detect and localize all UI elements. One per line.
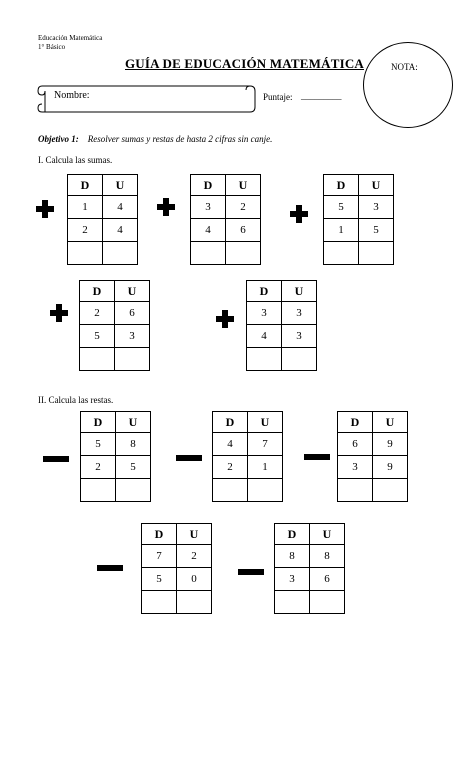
answer-cell[interactable]	[191, 242, 226, 265]
digit-cell: 3	[359, 196, 394, 219]
answer-cell[interactable]	[80, 348, 115, 371]
grade-circle	[363, 42, 453, 128]
answer-cell[interactable]	[226, 242, 261, 265]
col-header-u: U	[103, 175, 138, 196]
digit-cell: 5	[324, 196, 359, 219]
sum-table-4	[79, 280, 150, 371]
col-header-u: U	[282, 281, 317, 302]
digit-cell: 3	[282, 302, 317, 325]
digit-cell: 3	[115, 325, 150, 348]
plus-icon	[36, 200, 54, 218]
digit-cell: 6	[226, 219, 261, 242]
sum-table-3	[323, 174, 394, 265]
col-header-d: D	[142, 524, 177, 545]
digit-cell: 5	[81, 433, 116, 456]
col-header-d: D	[68, 175, 103, 196]
digit-cell: 7	[248, 433, 283, 456]
digit-cell: 4	[103, 196, 138, 219]
subtraction-table-1	[80, 411, 151, 502]
digit-cell: 4	[213, 433, 248, 456]
col-header-u: U	[359, 175, 394, 196]
digit-cell: 6	[310, 568, 345, 591]
digit-cell: 5	[142, 568, 177, 591]
col-header-d: D	[81, 412, 116, 433]
digit-cell: 5	[359, 219, 394, 242]
col-header-d: D	[80, 281, 115, 302]
objective-label: Objetivo 1:	[38, 134, 79, 144]
digit-cell: 8	[116, 433, 151, 456]
header-subject: Educación Matemática	[38, 34, 103, 42]
col-header-d: D	[247, 281, 282, 302]
digit-cell: 6	[115, 302, 150, 325]
nota-label: NOTA:	[391, 62, 418, 72]
col-header-u: U	[248, 412, 283, 433]
plus-icon	[50, 304, 68, 322]
answer-cell[interactable]	[81, 479, 116, 502]
answer-cell[interactable]	[373, 479, 408, 502]
col-header-u: U	[373, 412, 408, 433]
digit-cell: 4	[191, 219, 226, 242]
answer-cell[interactable]	[213, 479, 248, 502]
digit-cell: 2	[226, 196, 261, 219]
digit-cell: 4	[103, 219, 138, 242]
subtraction-table-5	[274, 523, 345, 614]
page-title: GUÍA DE EDUCACIÓN MATEMÁTICA	[125, 56, 365, 71]
objective	[38, 134, 272, 144]
digit-cell: 8	[310, 545, 345, 568]
digit-cell: 6	[338, 433, 373, 456]
col-header-u: U	[177, 524, 212, 545]
col-header-u: U	[310, 524, 345, 545]
col-header-d: D	[275, 524, 310, 545]
digit-cell: 5	[80, 325, 115, 348]
digit-cell: 3	[275, 568, 310, 591]
col-header-u: U	[226, 175, 261, 196]
puntaje-blank: _________	[301, 91, 342, 101]
digit-cell: 5	[116, 456, 151, 479]
digit-cell: 1	[324, 219, 359, 242]
digit-cell: 0	[177, 568, 212, 591]
plus-icon	[216, 310, 234, 328]
minus-icon	[43, 456, 69, 462]
sum-table-1	[67, 174, 138, 265]
digit-cell: 3	[247, 302, 282, 325]
answer-cell[interactable]	[115, 348, 150, 371]
answer-cell[interactable]	[177, 591, 212, 614]
col-header-d: D	[338, 412, 373, 433]
answer-cell[interactable]	[338, 479, 373, 502]
answer-cell[interactable]	[324, 242, 359, 265]
subtraction-table-4	[141, 523, 212, 614]
col-header-d: D	[213, 412, 248, 433]
digit-cell: 8	[275, 545, 310, 568]
digit-cell: 3	[338, 456, 373, 479]
digit-cell: 3	[282, 325, 317, 348]
header-grade: 1° Básico	[38, 43, 66, 51]
col-header-d: D	[324, 175, 359, 196]
puntaje-label: Puntaje:	[263, 92, 293, 102]
digit-cell: 3	[191, 196, 226, 219]
answer-cell[interactable]	[310, 591, 345, 614]
answer-cell[interactable]	[68, 242, 103, 265]
section-sums-heading: I. Calcula las sumas.	[38, 155, 113, 165]
answer-cell[interactable]	[103, 242, 138, 265]
plus-icon	[290, 205, 308, 223]
digit-cell: 1	[68, 196, 103, 219]
answer-cell[interactable]	[247, 348, 282, 371]
minus-icon	[176, 455, 202, 461]
minus-icon	[304, 454, 330, 460]
answer-cell[interactable]	[359, 242, 394, 265]
digit-cell: 4	[247, 325, 282, 348]
answer-cell[interactable]	[282, 348, 317, 371]
col-header-d: D	[191, 175, 226, 196]
answer-cell[interactable]	[275, 591, 310, 614]
sum-table-5	[246, 280, 317, 371]
minus-icon	[238, 569, 264, 575]
digit-cell: 2	[80, 302, 115, 325]
digit-cell: 9	[373, 456, 408, 479]
sum-table-2	[190, 174, 261, 265]
digit-cell: 1	[248, 456, 283, 479]
digit-cell: 9	[373, 433, 408, 456]
answer-cell[interactable]	[248, 479, 283, 502]
subtraction-table-3	[337, 411, 408, 502]
section-subtractions-heading: II. Calcula las restas.	[38, 395, 114, 405]
answer-cell[interactable]	[142, 591, 177, 614]
digit-cell: 2	[177, 545, 212, 568]
col-header-u: U	[116, 412, 151, 433]
objective-text: Resolver sumas y restas de hasta 2 cifras sin canje.	[87, 134, 273, 144]
answer-cell[interactable]	[116, 479, 151, 502]
digit-cell: 2	[68, 219, 103, 242]
digit-cell: 7	[142, 545, 177, 568]
digit-cell: 2	[213, 456, 248, 479]
plus-icon	[157, 198, 175, 216]
nombre-label: Nombre:	[54, 90, 90, 101]
col-header-u: U	[115, 281, 150, 302]
digit-cell: 2	[81, 456, 116, 479]
subtraction-table-2	[212, 411, 283, 502]
minus-icon	[97, 565, 123, 571]
